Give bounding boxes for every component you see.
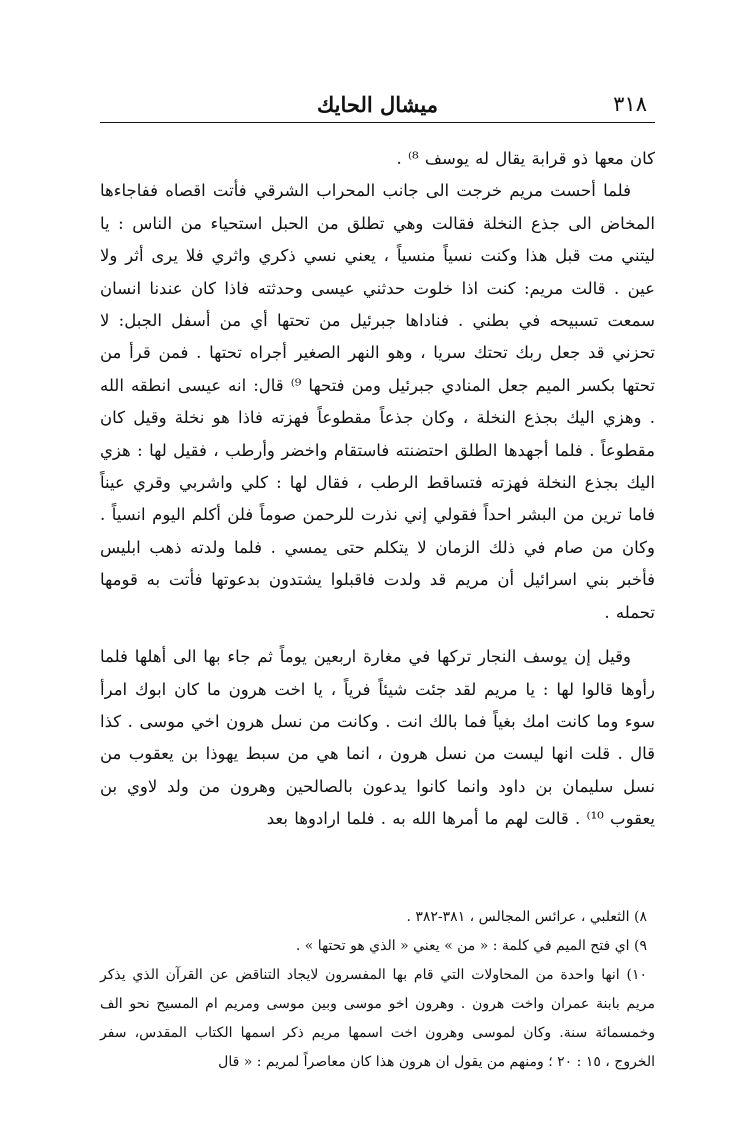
footnote: ٨) الثعلبي ، عرائس المجالس ، ٣٨١-٣٨٢ . [406,909,647,925]
paragraph: فلما أحست مريم خرجت الى جانب المحراب الشرقي فأتت اقصاه ففاجاءها المخاض الى جذع النخلة فقالت وهي تطلق من الحبل استحياء من الناس : يا ليتني مت قبل هذا وكنت نسياً منسياً ، يعني نسي ذكري واثري فلا يرى أثر ولا عين . قالت مريم: كنت اذا خلوت حدثني عيسى وحدثته فاذا كان عندنا انسان سمعت تسبيحه في بطني . فناداها جبرئيل من تحتها أي من أسفل الجبل: لا تحزني قد جعل ربك تحتك سريا ، وهو النهر الصغير أجراه تحتها . فمن قرأ من تحتها بكسر الميم جعل المنادي جبرئيل ومن فتحها ⁹⁾ قال: انه عيسى انطقه الله . وهزي اليك بجذع النخلة ، وكان جذعاً مقطوعاً فهزته فاذا هو نخلة وقيل كان مقطوعاً . فلما أجهدها الطلق احتضنته فاستقام واخضر وأرطب ، فقيل لها : هزي اليك بجذع النخلة فهزته فتساقط الرطب ، فقال لها : كلي واشربي وقري عيناً فاما ترين من البشر احداً فقولي إني نذرت للرحمن صوماً فلن أكلم اليوم انسياً . وكان من صام في ذلك الزمان لا يتكلم حتى يمسي . فلما ولدته ذهب ابليس فأخبر بني اسرائيل أن مريم قد ولدت فاقبلوا يشتدون بدعوتها فأتت به قومها تحمله . [100,181,655,622]
footnote: ٩) اي فتح الميم في كلمة : « من » يعني « الذي هو تحتها » . [295,938,647,954]
page-header [100,92,655,123]
page-number: ٣١٨ [613,92,647,116]
main-text [100,143,655,836]
footnotes [100,903,655,1077]
running-title: ميشال الحايك [316,92,439,117]
footnote: ١٠) انها واحدة من المحاولات التي قام بها المفسرون لايجاد التناقض عن القرآن الذي يذكر مريم بابنة عمران واخت هرون . وهرون اخو موسى وبين موسى ومريم ام المسيح نحو الف وخمسمائة سنة. وكان لموسى وهرون اخت اسمها مريم ذكر اسمها الكتاب المقدس، سفر الخروج ، ١٥ : ٢٠ ؛ ومنهم من يقول ان هرون هذا كان معاصراً لمريم : « قال [100,967,655,1070]
paragraph: كان معها ذو قرابة يقال له يوسف ⁸⁾ . [396,149,655,168]
paragraph: وقيل إن يوسف النجار تركها في مغارة اربعين يوماً ثم جاء بها الى أهلها فلما رأوها قالوا لها : يا مريم لقد جئت شيئاً فرياً ، يا اخت هرون ما كان ابوك امرأ سوء وما كانت امك بغياً فما بالك انت . وكانت من نسل هرون اخي موسى . كذا قال . قلت انها ليست من نسل هرون ، انما هي من سبط يهوذا بن يعقوب من نسل سليمان بن داود وانما كانوا يدعون بالصالحين وهرون من ولد لاوي بن يعقوب ¹⁰⁾ . قالت لهم ما أمرها الله به . فلما ارادوها بعد [100,647,655,829]
